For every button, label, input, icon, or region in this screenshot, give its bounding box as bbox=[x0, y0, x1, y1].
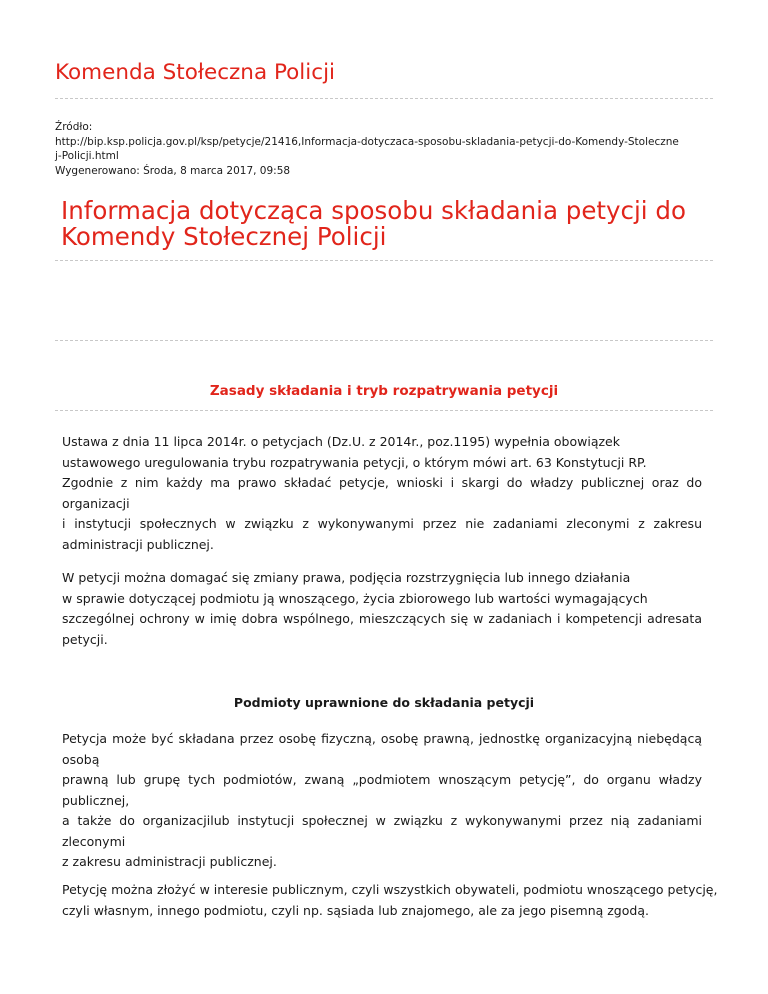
divider bbox=[55, 98, 713, 99]
divider bbox=[55, 260, 713, 261]
paragraph-line: Petycję można złożyć w interesie publicznym, czyli wszystkich obywateli, podmiotu wnoszącego petycję, bbox=[62, 882, 718, 897]
paragraph-line: organizacji bbox=[62, 495, 130, 511]
paragraph-line: publicznej, bbox=[62, 792, 130, 808]
paragraph bbox=[62, 880, 718, 921]
paragraph-line: Petycja może być składana przez osobę fizyczną, osobę prawną, jednostkę organizacyjną niebędącą bbox=[62, 731, 702, 746]
article-title-line: Informacja dotycząca sposobu składania petycji do bbox=[61, 196, 686, 225]
section-heading: Zasady składania i tryb rozpatrywania petycji bbox=[209, 383, 559, 399]
generated-timestamp: Wygenerowano: Środa, 8 marca 2017, 09:58 bbox=[55, 164, 291, 177]
paragraph-line: osobą bbox=[62, 751, 100, 767]
paragraph-line: a także do organizacjilub instytucji społecznej w związku z wykonywanymi przez nią zadaniami bbox=[62, 813, 702, 828]
paragraph-line: ustawowego uregulowania trybu rozpatrywania petycji, o którym mówi art. 63 Konstytucji RP. bbox=[62, 454, 647, 470]
paragraph-line: w sprawie dotyczącej podmiotu ją wnoszącego, życia zbiorowego lub wartości wymagających bbox=[62, 590, 648, 606]
site-title: Komenda Stołeczna Policji bbox=[55, 60, 336, 85]
divider bbox=[55, 410, 713, 411]
paragraph-line: Zgodnie z nim każdy ma prawo składać petycje, wnioski i skargi do władzy publicznej oraz do bbox=[62, 475, 702, 490]
paragraph bbox=[62, 729, 702, 873]
article-title bbox=[61, 198, 711, 250]
paragraph-line: petycji. bbox=[62, 631, 108, 647]
document-meta bbox=[55, 120, 715, 178]
paragraph bbox=[62, 432, 702, 555]
paragraph-line: i instytucji społecznych w związku z wykonywanymi przez nie zadaniami zleconymi z zakresu bbox=[62, 516, 702, 531]
paragraph-line: W petycji można domagać się zmiany prawa, podjęcia rozstrzygnięcia lub innego działania bbox=[62, 570, 631, 585]
divider bbox=[55, 340, 713, 341]
paragraph-line: administracji publicznej. bbox=[62, 536, 214, 552]
paragraph-line: zleconymi bbox=[62, 833, 126, 849]
paragraph-line: Ustawa z dnia 11 lipca 2014r. o petycjach (Dz.U. z 2014r., poz.1195) wypełnia obowiązek bbox=[62, 434, 620, 449]
source-url-continued: j-Policji.html bbox=[55, 150, 119, 162]
paragraph-line: z zakresu administracji publicznej. bbox=[62, 854, 277, 869]
paragraph bbox=[62, 568, 702, 650]
article-title-line: Komendy Stołecznej Policji bbox=[61, 222, 387, 251]
paragraph-line: szczególnej ochrony w imię dobra wspólnego, mieszczących się w zadaniach i kompetencji adresata bbox=[62, 611, 702, 626]
source-url: http://bip.ksp.policja.gov.pl/ksp/petycje/21416,Informacja-dotyczaca-sposobu-skladania-petycji-do-Komendy-Stoleczne bbox=[55, 135, 679, 148]
paragraph-line: prawną lub grupę tych podmiotów, zwaną „podmiotem wnoszącym petycję”, do organu władzy bbox=[62, 772, 702, 787]
section-subheading: Podmioty uprawnione do składania petycji bbox=[233, 695, 535, 710]
paragraph-line: czyli własnym, innego podmiotu, czyli np. sąsiada lub znajomego, ale za jego pisemną zgodą. bbox=[62, 902, 649, 918]
source-label: Źródło: bbox=[55, 121, 93, 133]
